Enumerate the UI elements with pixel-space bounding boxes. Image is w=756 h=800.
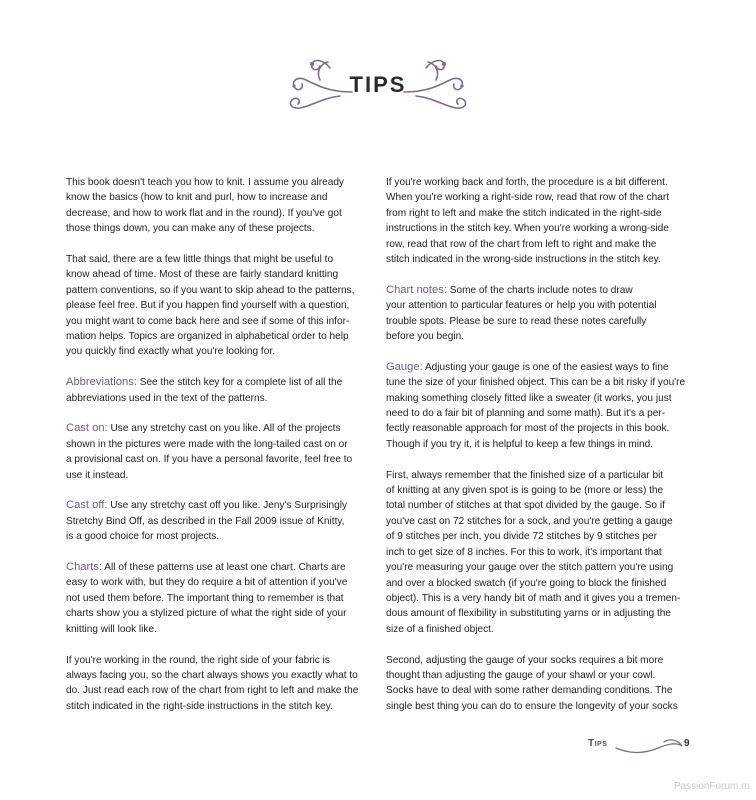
- term-heading: Cast on:: [66, 422, 108, 435]
- paragraph-text: All of these patterns use at least one chart. Charts are easy to work with, but they do require a bit of attention if you've not used them before. The important thing to remember is that charts show you a stylized picture of what the right side of your knitting will look like.: [66, 562, 348, 635]
- page-title: TIPS: [349, 72, 407, 97]
- paragraph-text: That said, there are a few little things that might be useful to know ahead of time. Most of these are fairly standard knitting pattern conventions, so if you want to skip ahead to the patterns, please feel free. But if you happen find yourself with a question, you might want to come back here and see if some of this infor- mation helps. Topics are organized in alphabetical order to help you quickly find exactly what you're looking for.: [66, 254, 355, 358]
- paragraph-text: Second, adjusting the gauge of your socks requires a bit more thought than adjusting the gauge of your shawl or your cowl. Socks have to deal with some rather demanding conditions. The single best thing you can do to ensure the longevity of your socks: [386, 654, 678, 712]
- term-heading: Cast off:: [66, 499, 108, 512]
- paragraph: [386, 653, 692, 715]
- term-heading: Chart notes:: [386, 283, 447, 296]
- paragraph: [386, 360, 692, 452]
- paragraph: [66, 421, 366, 483]
- paragraph: [66, 175, 366, 237]
- term-heading: Charts:: [66, 561, 103, 574]
- paragraph: [66, 560, 366, 637]
- paragraph-text: Use any stretchy cast off you like. Jeny's Surprisingly Stretchy Bind Off, as described in the Fall 2009 issue of Knitty, is a good choice for most projects.: [66, 500, 348, 543]
- left-column: [66, 175, 366, 730]
- term-heading: Gauge:: [386, 360, 423, 373]
- paragraph: [386, 468, 692, 637]
- term-heading: Abbreviations:: [66, 376, 137, 389]
- footer-label: Tips: [588, 738, 608, 749]
- paragraph: [386, 175, 692, 267]
- paragraph: [66, 375, 366, 406]
- right-column: [386, 175, 692, 730]
- paragraph-text: See the stitch key for a complete list of all the abbreviations used in the text of the patterns.: [66, 377, 343, 404]
- paragraph: [66, 498, 366, 544]
- paragraph-text: First, always remember that the finished size of a particular bit of knitting at any given spot is is going to be (more or less) the total number of stitches at that spot divided by the gauge. So if you've cast on 72 stitches for a sock, and you're getting a gauge of 9 stitches per inch, you divide 72 stitches by 9 stitches per inch to get size of 8 inches. For this to work, it's important that you're measuring your gauge over the stitch pattern you're using and over a blocked swatch (if you're going to block the finished object). This is a very handy bit of math and it gives you a tremen- dous amount of flexibility in substituting yarns or in adjusting the size of a finished object.: [386, 469, 681, 635]
- page-number: 9: [684, 738, 690, 749]
- page-footer: [560, 734, 710, 758]
- paragraph-text: Adjusting your gauge is one of the easiest ways to fine tune the size of your finished object. This can be a bit risky if you're making something closely fitted like a sweater (it works, you just need to do a fair bit of planning and some math). But it's a per- fectly reasonable approach for most of the projects in this book. Though if you try it, it is helpful to keep a few things in mind.: [386, 361, 686, 450]
- paragraph: [66, 252, 366, 360]
- paragraph-text: Use any stretchy cast on you like. All of the projects shown in the pictures were made with the long-tailed cast on or a provisional cast on. If you have a personal favorite, feel free to use it instead.: [66, 423, 353, 481]
- watermark: PassionForum.ru: [673, 781, 750, 792]
- paragraph-text: If you're working in the round, the right side of your fabric is always facing you, so the chart always shows you exactly what to do. Just read each row of the chart from right to left and make the stitch indicated in the right-side instructions in the stitch key.: [66, 654, 359, 712]
- page-header: [0, 46, 756, 126]
- paragraph-text: Some of the charts include notes to draw your attention to particular features or help you with potential trouble spots. Please be sure to read these notes carefully before you begin.: [386, 284, 657, 343]
- paragraph-text: If you're working back and forth, the procedure is a bit different. When you're working a right-side row, read that row of the chart from right to left and make the stitch indicated in the right-side instructions in the stitch key. When you're working a wrong-side row, read that row of the chart from left to right and make the stitch indicated in the wrong-side instructions in the stitch key.: [386, 177, 670, 266]
- paragraph: [386, 283, 692, 345]
- paragraph: [66, 653, 366, 715]
- paragraph-text: This book doesn't teach you how to knit. I assume you already know the basics (how to knit and purl, how to increase and decrease, and how to work flat and in the round). If you've got those things down, you can make any of these projects.: [66, 177, 344, 235]
